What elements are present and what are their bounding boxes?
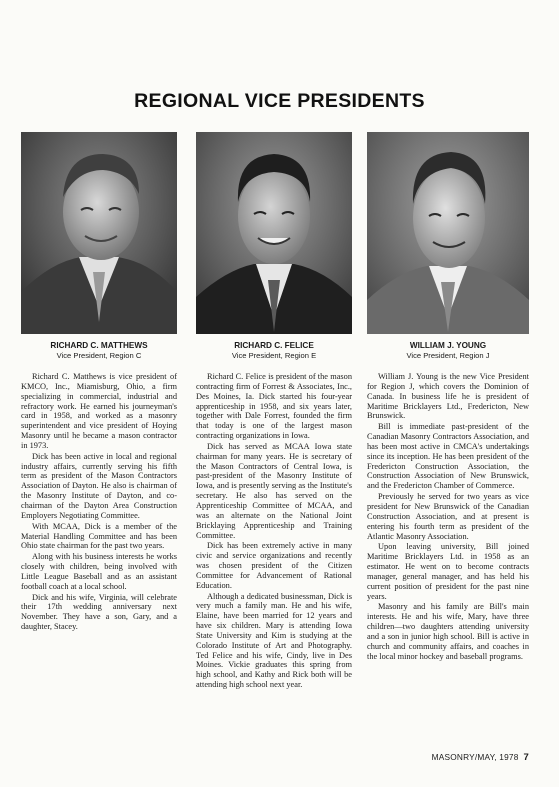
page-footer	[432, 752, 529, 763]
bio-paragraph: Richard C. Matthews is vice president of KMCO, Inc., Miamisburg, Ohio, a firm specializing in commercial, industrial and refractory work. He earned his journeyman's card in 1958, and worked as a masonry superintendent and vice president of Hoying Masonry until he became a mason contractor in 1973.	[21, 372, 177, 450]
bio-paragraph: Along with his business interests he works closely with children, being involved with Little League Baseball and as an assistant football coach at a local school.	[21, 552, 177, 591]
portrait-photo-young	[367, 132, 529, 334]
profile-matthews	[21, 132, 177, 633]
bio-paragraph: Dick and his wife, Virginia, will celebrate their 17th wedding anniversary next November. They have a son, Gary, and a daughter, Stacey.	[21, 592, 177, 632]
bio-paragraph: Dick has been extremely active in many civic and service organizations and recently was chosen president of the Citizen Committee for Advancement of Rational Education.	[196, 541, 352, 590]
bio-paragraph: Dick has served as MCAA Iowa state chairman for many years. He is secretary of the Mason Contractors of Central Iowa, is past-president of the Masonry Institute of Iowa, and is presently serving as the Institute's secretary. He also has served on the Apprenticeship Committee of MCAA, and was an alternate on the National Joint Bricklaying Apprenticeship and Training Committee.	[196, 441, 352, 540]
bio-text	[21, 372, 177, 632]
bio-paragraph: Masonry and his family are Bill's main interests. He and his wife, Mary, have three children—two daughters attending university and a son in junior high school. Bill is active in church and community affairs, and coaches in the local minor hockey and baseball programs.	[367, 602, 529, 661]
person-name: RICHARD C. FELICE	[234, 341, 314, 350]
person-name: RICHARD C. MATTHEWS	[50, 341, 148, 350]
bio-paragraph: Upon leaving university, Bill joined Maritime Bricklayers Ltd. in 1958 as an estimator. He went on to become contracts manager, general manager, and has held his current position of president for the past nine years.	[367, 542, 529, 601]
page-number: 7	[523, 752, 529, 763]
person-name: WILLIAM J. YOUNG	[409, 341, 487, 350]
bio-paragraph: Although a dedicated businessman, Dick is very much a family man. He and his wife, Elaine, have been married for 12 years and have six children. Mary is attending Iowa State University and Kim is studying at the Colorado Institute of Art and Photography. Ted Felice and his wife, Cindy, live in Des Moines. Vickie graduates this spring from high school, and Kathy and Rick both will be attending high school next year.	[196, 591, 352, 690]
profile-young	[367, 132, 529, 662]
page-title: REGIONAL VICE PRESIDENTS	[134, 90, 425, 112]
bio-paragraph: Bill is immediate past-president of the Canadian Masonry Contractors Association, and has been most active in CMCA's undertakings since its inception. He has been president of the Fredericton Construction Association, the Construction Association of New Brunswick, and the Fredericton Chamber of Commerce.	[367, 422, 529, 491]
portrait-photo-felice	[196, 132, 352, 334]
bio-paragraph: Previously he served for two years as vice president for New Brunswick of the Canadian Construction Association, and at present is entering his fourth term as president of the Atlantic Masonry Association.	[367, 492, 529, 541]
person-role: Vice President, Region E	[231, 351, 317, 360]
bio-text	[367, 372, 529, 661]
portrait-photo-matthews	[21, 132, 177, 334]
publication-issue: MASONRY/MAY, 1978	[431, 752, 519, 762]
person-role: Vice President, Region C	[56, 351, 142, 360]
bio-paragraph: Richard C. Felice is president of the mason contracting firm of Forrest & Associates, Inc., Des Moines, Ia. Dick started his four-year apprenticeship in 1958, and six years later, together with Dale Forrest, founded the firm that today is one of the largest mason contracting organizations in Iowa.	[196, 372, 352, 441]
bio-text	[196, 372, 352, 690]
bio-paragraph: Dick has been active in local and regional industry affairs, currently serving his fifth term as president of the Mason Contractors Association of Dayton. He also is chairman of the Masonry Institute of Dayton, and co-chairman of the Dayton Area Construction Employers Negotiating Committee.	[21, 451, 177, 520]
profile-felice	[196, 132, 352, 691]
person-role: Vice President, Region J	[406, 351, 490, 360]
bio-paragraph: William J. Young is the new Vice President for Region J, which covers the Dominion of Canada. In business life he is president of Maritime Bricklayers Ltd., Fredericton, New Brunswick.	[367, 372, 529, 421]
bio-paragraph: With MCAA, Dick is a member of the Material Handling Committee and has been Ohio state chairman for the past two years.	[21, 521, 177, 551]
